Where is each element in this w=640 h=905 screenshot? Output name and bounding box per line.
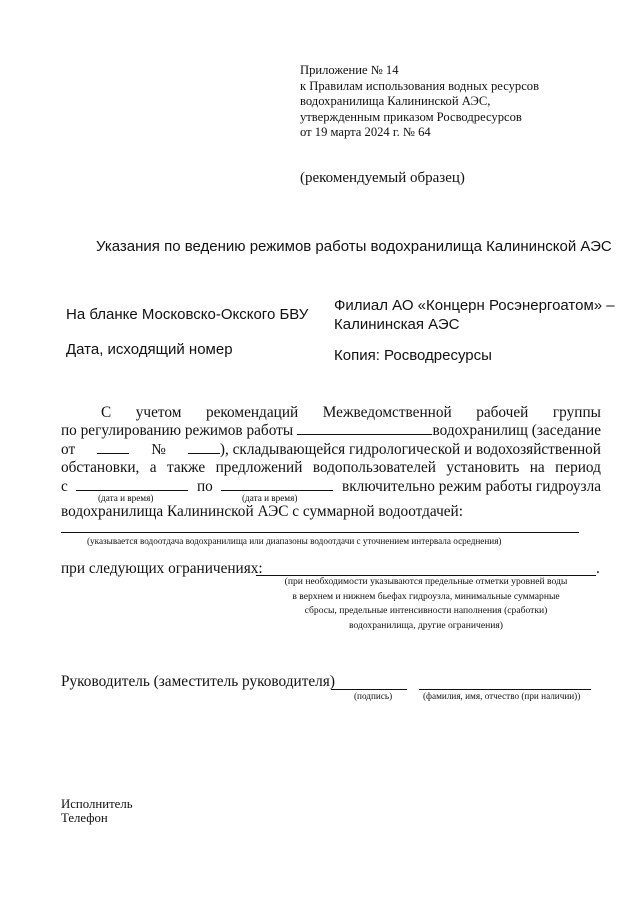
meeting-date-blank-field[interactable]: [97, 440, 129, 454]
hint-line: водохранилища, другие ограничения): [349, 619, 503, 631]
meeting-number-blank-field[interactable]: [188, 440, 220, 454]
sender-letterhead: На бланке Московско-Окского БВУ: [66, 306, 309, 323]
text-segment: включительно режим работы гидроузла: [342, 478, 601, 495]
copy-recipient: Копия: Росводресурсы: [334, 347, 492, 364]
recipient-line: Филиал АО «Концерн Росэнергоатом» –: [334, 297, 615, 314]
date-time-hint: (дата и время): [98, 493, 154, 503]
restrictions-label: при следующих ограничениях:: [61, 560, 263, 577]
word: С: [101, 404, 112, 421]
date-time-hint: (дата и время): [242, 493, 298, 503]
signature-label: Руководитель (заместитель руководителя): [61, 673, 335, 690]
sample-label: (рекомендуемый образец): [300, 170, 465, 186]
word: на: [529, 459, 545, 476]
word: рекомендаций: [205, 404, 299, 421]
text-segment: по: [196, 478, 213, 495]
period-start-blank-field[interactable]: [76, 477, 188, 491]
word: рабочей: [476, 404, 529, 421]
discharge-hint: (указывается водоотдача водохранилища или диапазоны водоотдачи с уточнением интервала осреднения): [87, 536, 502, 546]
word: группы: [552, 404, 601, 421]
paragraph-line-4: [61, 459, 601, 477]
signature-blank-field[interactable]: [331, 689, 407, 690]
hint-line: сбросы, предельные интенсивности наполнения (сработки): [304, 605, 548, 616]
date-outgoing-number: Дата, исходящий номер: [66, 341, 233, 358]
word: а: [149, 459, 157, 476]
phone-label: Телефон: [61, 811, 108, 825]
recipient: [334, 296, 615, 334]
appendix-line: от 19 марта 2024 г. № 64: [300, 125, 431, 139]
recipient-line: Калининская АЭС: [334, 316, 460, 333]
word: Межведомственной: [322, 404, 452, 421]
name-blank-field[interactable]: [419, 689, 591, 690]
commission-blank-field[interactable]: [297, 421, 431, 435]
discharge-blank-field[interactable]: [61, 532, 579, 533]
restrictions-hint: [258, 575, 594, 633]
signature-hint: (подпись): [354, 691, 393, 701]
hint-line: (при необходимости указываются предельные отметки уровней воды: [284, 576, 568, 587]
full-name-hint: (фамилия, имя, отчество (при наличии)): [423, 691, 581, 701]
text-segment: по регулированию режимов работы: [61, 422, 294, 439]
paragraph-line-1: [61, 404, 601, 422]
hint-line: в верхнем и нижнем бьефах гидроузла, минимальные суммарные: [292, 590, 560, 602]
paragraph-line-3: [61, 440, 601, 459]
appendix-block: [300, 63, 539, 141]
word: водопользователей: [312, 459, 436, 476]
period-end-blank-field[interactable]: [221, 477, 333, 491]
document-title: Указания по ведению режимов работы водохранилища Калининской АЭС: [96, 238, 612, 255]
paragraph-line-2: [61, 421, 601, 440]
word: учетом: [135, 404, 182, 421]
appendix-line: водохранилища Калининской АЭС,: [300, 94, 491, 108]
number-sign: №: [151, 441, 166, 458]
appendix-line: Приложение № 14: [300, 63, 399, 77]
appendix-line: к Правилам использования водных ресурсов: [300, 78, 540, 93]
word: обстановки,: [61, 459, 140, 476]
text-segment-group: [188, 440, 601, 459]
text-segment: водохранилищ (заседание: [432, 422, 601, 439]
text-segment: с: [61, 478, 68, 495]
word: предложений: [215, 459, 303, 476]
word: период: [555, 459, 601, 476]
paragraph-line-6: водохранилища Калининской АЭС с суммарной водоотдачей:: [61, 503, 463, 520]
appendix-line: утвержденным приказом Росводресурсов: [300, 109, 522, 124]
word: также: [166, 459, 206, 476]
text-segment: ), складывающейся гидрологической и водохозяйственной: [219, 441, 601, 458]
word: установить: [446, 459, 520, 476]
restrictions-period: .: [596, 560, 600, 577]
executor-label: Исполнитель: [61, 797, 133, 811]
text-segment: от: [61, 441, 76, 458]
